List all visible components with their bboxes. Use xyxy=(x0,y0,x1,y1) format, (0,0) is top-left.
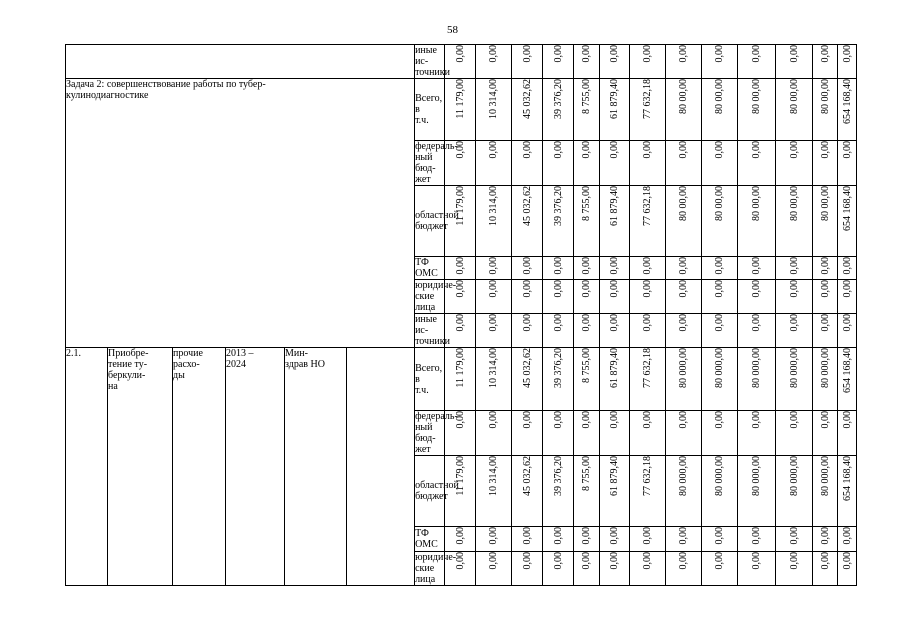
value-cell: 0,00 xyxy=(776,141,813,186)
value-cell: 0,00 xyxy=(512,45,543,79)
value-cell: 0,00 xyxy=(838,527,857,552)
value-cell: 0,00 xyxy=(702,45,738,79)
value-cell: 0,00 xyxy=(666,141,702,186)
source-cell: Всего, в т.ч. xyxy=(415,348,445,411)
source-cell: областной бюджет xyxy=(415,186,445,257)
value-cell: 0,00 xyxy=(776,280,813,314)
source-cell: областной бюджет xyxy=(415,456,445,527)
executor-cell xyxy=(285,348,347,586)
source-cell: федераль- ный бюд- жет xyxy=(415,141,458,185)
value-cell: 0,00 xyxy=(666,314,702,348)
value-cell: 0,00 xyxy=(543,257,574,280)
value-cell: 0,00 xyxy=(630,45,666,79)
value-cell: 0,00 xyxy=(574,280,600,314)
value-cell: 0,00 xyxy=(512,552,543,586)
value-cell: 0,00 xyxy=(702,280,738,314)
value-cell: 80 00,00 xyxy=(776,186,813,257)
value-cell: 0,00 xyxy=(445,552,476,586)
value-cell: 0,00 xyxy=(600,411,630,456)
value-cell: 80 000,00 xyxy=(738,456,776,527)
value-cell: 80 000,00 xyxy=(738,348,776,411)
value-cell: 0,00 xyxy=(776,527,813,552)
value-cell: 0,00 xyxy=(702,411,738,456)
value-cell: 61 879,40 xyxy=(600,186,630,257)
value-cell: 0,00 xyxy=(666,411,702,456)
empty-cell xyxy=(347,348,415,586)
value-cell: 0,00 xyxy=(445,527,476,552)
value-cell: 0,00 xyxy=(702,257,738,280)
value-cell: 0,00 xyxy=(838,314,857,348)
table-row xyxy=(66,79,857,141)
value-cell: 0,00 xyxy=(666,280,702,314)
source-cell: иные ис- точники xyxy=(415,45,450,78)
item-number: 2.1. xyxy=(66,348,81,359)
value-cell: 0,00 xyxy=(445,257,476,280)
value-cell: 0,00 xyxy=(543,280,574,314)
value-cell: 11 179,00 xyxy=(445,79,476,141)
value-cell: 11 179,00 xyxy=(445,456,476,527)
value-cell: 0,00 xyxy=(574,141,600,186)
value-cell: 61 879,40 xyxy=(600,456,630,527)
value-cell: 77 632,18 xyxy=(630,79,666,141)
value-cell: 77 632,18 xyxy=(630,186,666,257)
value-cell: 0,00 xyxy=(574,314,600,348)
source-cell: ТФ ОМС xyxy=(415,257,445,280)
item-name: Приобре- тение ту- беркули- на xyxy=(108,348,149,392)
value-cell: 11 179,00 xyxy=(445,348,476,411)
value-cell: 0,00 xyxy=(600,552,630,586)
value-cell: 654 168,40 xyxy=(838,79,857,141)
value-cell: 0,00 xyxy=(630,314,666,348)
value-cell: 0,00 xyxy=(738,257,776,280)
value-cell: 0,00 xyxy=(512,141,543,186)
value-cell: 0,00 xyxy=(445,45,476,79)
value-cell: 80 00,00 xyxy=(738,79,776,141)
source-cell: иные ис- точники xyxy=(415,314,450,347)
value-cell: 0,00 xyxy=(813,527,838,552)
value-cell: 61 879,40 xyxy=(600,79,630,141)
value-cell: 10 314,00 xyxy=(476,348,512,411)
value-cell: 39 376,20 xyxy=(543,186,574,257)
value-cell: 0,00 xyxy=(776,45,813,79)
value-cell: 80 000,00 xyxy=(666,456,702,527)
value-cell: 0,00 xyxy=(666,527,702,552)
value-cell: 8 755,00 xyxy=(574,79,600,141)
value-cell: 0,00 xyxy=(813,141,838,186)
value-cell: 0,00 xyxy=(738,314,776,348)
value-cell: 0,00 xyxy=(574,552,600,586)
value-cell: 0,00 xyxy=(512,411,543,456)
value-cell: 0,00 xyxy=(630,257,666,280)
value-cell: 0,00 xyxy=(600,45,630,79)
source-cell: юридиче- ские лица xyxy=(415,280,457,313)
value-cell: 0,00 xyxy=(630,552,666,586)
value-cell: 80 000,00 xyxy=(702,456,738,527)
value-cell: 0,00 xyxy=(838,141,857,186)
value-cell: 0,00 xyxy=(776,552,813,586)
value-cell: 80 00,00 xyxy=(738,186,776,257)
value-cell: 45 032,62 xyxy=(512,456,543,527)
source-cell: Всего, в т.ч. xyxy=(415,79,445,141)
value-cell: 39 376,20 xyxy=(543,348,574,411)
source-cell: ТФ ОМС xyxy=(415,527,445,552)
value-cell: 0,00 xyxy=(813,257,838,280)
value-cell: 0,00 xyxy=(813,314,838,348)
value-cell: 0,00 xyxy=(476,527,512,552)
value-cell: 0,00 xyxy=(476,314,512,348)
source-cell: федераль- ный бюд- жет xyxy=(415,411,458,455)
value-cell: 39 376,20 xyxy=(543,456,574,527)
value-cell: 0,00 xyxy=(813,552,838,586)
value-cell: 0,00 xyxy=(543,552,574,586)
value-cell: 0,00 xyxy=(543,141,574,186)
value-cell: 8 755,00 xyxy=(574,456,600,527)
value-cell: 0,00 xyxy=(476,141,512,186)
item-name-cell xyxy=(108,348,173,586)
table-row xyxy=(66,45,857,79)
value-cell: 80 00,00 xyxy=(666,186,702,257)
value-cell: 0,00 xyxy=(738,527,776,552)
period-cell xyxy=(226,348,285,586)
value-cell: 80 00,00 xyxy=(813,79,838,141)
value-cell: 10 314,00 xyxy=(476,186,512,257)
executor: Мин- здрав НО xyxy=(285,348,325,370)
value-cell: 0,00 xyxy=(838,280,857,314)
value-cell: 0,00 xyxy=(838,45,857,79)
value-cell: 0,00 xyxy=(445,141,476,186)
value-cell: 80 000,00 xyxy=(776,456,813,527)
value-cell: 0,00 xyxy=(738,552,776,586)
value-cell: 0,00 xyxy=(445,280,476,314)
expense-type: прочие расхо- ды xyxy=(173,348,203,381)
value-cell: 77 632,18 xyxy=(630,348,666,411)
value-cell: 0,00 xyxy=(476,280,512,314)
expense-type-cell xyxy=(173,348,226,586)
source-cell: юридиче- ские лица xyxy=(415,552,457,585)
value-cell: 0,00 xyxy=(702,527,738,552)
value-cell: 80 000,00 xyxy=(702,348,738,411)
value-cell: 0,00 xyxy=(600,257,630,280)
budget-table xyxy=(65,44,857,586)
value-cell: 0,00 xyxy=(476,257,512,280)
value-cell: 0,00 xyxy=(445,314,476,348)
value-cell: 0,00 xyxy=(738,411,776,456)
value-cell: 0,00 xyxy=(630,280,666,314)
table-row xyxy=(66,348,857,411)
value-cell: 10 314,00 xyxy=(476,456,512,527)
value-cell: 0,00 xyxy=(666,45,702,79)
value-cell: 0,00 xyxy=(543,314,574,348)
value-cell: 8 755,00 xyxy=(574,348,600,411)
value-cell: 0,00 xyxy=(776,257,813,280)
value-cell: 0,00 xyxy=(630,527,666,552)
page-number: 58 xyxy=(447,24,458,36)
value-cell: 0,00 xyxy=(776,411,813,456)
value-cell: 77 632,18 xyxy=(630,456,666,527)
value-cell: 10 314,00 xyxy=(476,79,512,141)
value-cell: 0,00 xyxy=(702,552,738,586)
value-cell: 0,00 xyxy=(574,527,600,552)
value-cell: 0,00 xyxy=(666,257,702,280)
value-cell: 0,00 xyxy=(738,45,776,79)
value-cell: 0,00 xyxy=(738,141,776,186)
item-number-cell xyxy=(66,348,108,586)
value-cell: 80 000,00 xyxy=(813,348,838,411)
value-cell: 80 00,00 xyxy=(776,79,813,141)
value-cell: 80 000,00 xyxy=(666,348,702,411)
value-cell: 80 00,00 xyxy=(702,79,738,141)
value-cell: 0,00 xyxy=(630,411,666,456)
value-cell: 0,00 xyxy=(445,411,476,456)
value-cell: 0,00 xyxy=(666,552,702,586)
value-cell: 0,00 xyxy=(838,552,857,586)
value-cell: 80 00,00 xyxy=(666,79,702,141)
period: 2013 – 2024 xyxy=(226,348,254,370)
value-cell: 80 00,00 xyxy=(813,186,838,257)
value-cell: 8 755,00 xyxy=(574,186,600,257)
task-title: Задача 2: совершенствование работы по тубер- кулинодиагностике xyxy=(66,79,266,101)
value-cell: 45 032,62 xyxy=(512,79,543,141)
value-cell: 0,00 xyxy=(476,552,512,586)
empty-cell xyxy=(66,45,415,79)
value-cell: 0,00 xyxy=(813,45,838,79)
value-cell: 80 000,00 xyxy=(813,456,838,527)
value-cell: 0,00 xyxy=(813,411,838,456)
value-cell: 0,00 xyxy=(838,411,857,456)
value-cell: 0,00 xyxy=(574,411,600,456)
value-cell: 0,00 xyxy=(600,527,630,552)
value-cell: 0,00 xyxy=(600,141,630,186)
value-cell: 45 032,62 xyxy=(512,348,543,411)
value-cell: 0,00 xyxy=(512,280,543,314)
value-cell: 61 879,40 xyxy=(600,348,630,411)
value-cell: 0,00 xyxy=(543,45,574,79)
value-cell: 654 168,40 xyxy=(838,186,857,257)
value-cell: 0,00 xyxy=(630,141,666,186)
value-cell: 0,00 xyxy=(543,411,574,456)
value-cell: 80 000,00 xyxy=(776,348,813,411)
value-cell: 0,00 xyxy=(738,280,776,314)
value-cell: 0,00 xyxy=(543,527,574,552)
value-cell: 0,00 xyxy=(512,257,543,280)
task-title-cell xyxy=(66,79,415,348)
value-cell: 0,00 xyxy=(813,280,838,314)
value-cell: 80 00,00 xyxy=(702,186,738,257)
value-cell: 0,00 xyxy=(476,411,512,456)
value-cell: 0,00 xyxy=(776,314,813,348)
value-cell: 39 376,20 xyxy=(543,79,574,141)
value-cell: 0,00 xyxy=(702,141,738,186)
value-cell: 0,00 xyxy=(600,280,630,314)
value-cell: 0,00 xyxy=(838,257,857,280)
value-cell: 654 168,40 xyxy=(838,348,857,411)
value-cell: 0,00 xyxy=(476,45,512,79)
value-cell: 45 032,62 xyxy=(512,186,543,257)
value-cell: 0,00 xyxy=(512,527,543,552)
value-cell: 0,00 xyxy=(702,314,738,348)
value-cell: 0,00 xyxy=(574,45,600,79)
value-cell: 0,00 xyxy=(574,257,600,280)
value-cell: 0,00 xyxy=(600,314,630,348)
value-cell: 0,00 xyxy=(512,314,543,348)
value-cell: 654 168,40 xyxy=(838,456,857,527)
value-cell: 11 179,00 xyxy=(445,186,476,257)
